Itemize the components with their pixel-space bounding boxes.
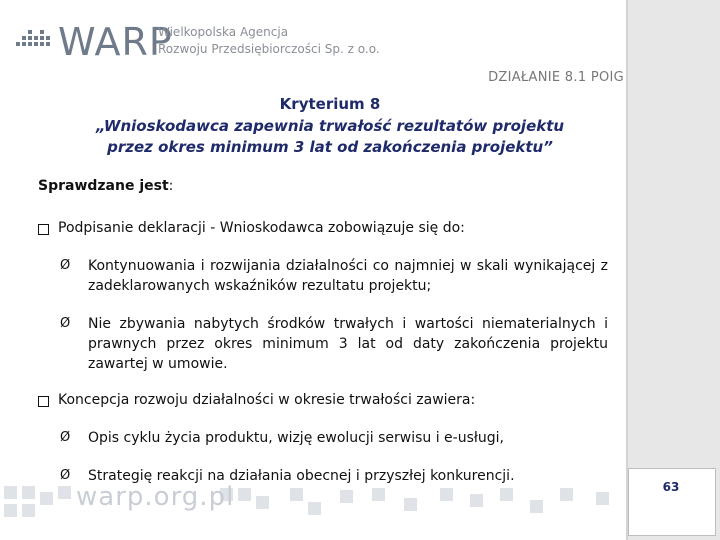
arrow-bullet-icon: Ø [60, 258, 71, 273]
sub-point-lifecycle [60, 428, 608, 448]
checkbox-bullet-icon [38, 396, 49, 407]
sub-point-no-sale [60, 314, 608, 374]
point-declaration-text: Podpisanie deklaracji - Wnioskodawca zobowiązuje się do: [58, 220, 465, 236]
right-sidebar [628, 0, 720, 540]
sub-point-strategy-text: Strategię reakcji na działania obecnej i przyszłej konkurencji. [88, 468, 515, 484]
logo-dots-icon [16, 30, 54, 56]
criterion-title: Kryterium 8 [279, 95, 381, 113]
arrow-bullet-icon: Ø [60, 430, 71, 445]
sub-point-continuation-text: Kontynuowania i rozwijania działalności co najmniej w skali wynikającej z zadeklarowanych wskaźników rezultatu projektu; [88, 258, 608, 294]
arrow-bullet-icon: Ø [60, 316, 71, 331]
sub-point-strategy [60, 466, 608, 486]
checked-heading [38, 178, 173, 194]
point-concept [38, 392, 475, 408]
arrow-bullet-icon: Ø [60, 468, 71, 483]
checkbox-bullet-icon [38, 224, 49, 235]
logo-subtitle [158, 24, 398, 58]
criterion-subtitle-line1: „Wnioskodawca zapewnia trwałość rezultatów projektu [95, 117, 565, 135]
sub-point-no-sale-text: Nie zbywania nabytych środków trwałych i wartości niematerialnych i prawnych przez okres minimum 3 lat od daty zakończenia projektu zawartej w umowie. [88, 316, 608, 372]
logo-subtitle-line2: Rozwoju Przedsiębiorczości Sp. z o.o. [158, 42, 380, 56]
point-declaration [38, 220, 465, 236]
sub-point-lifecycle-text: Opis cyklu życia produktu, wizję ewolucji serwisu i e-usługi, [88, 430, 504, 446]
page-number: 63 [662, 480, 680, 494]
point-concept-text: Koncepcja rozwoju działalności w okresie trwałości zawiera: [58, 392, 476, 408]
criterion-subtitle-line2: przez okres minimum 3 lat od zakończenia projektu” [107, 138, 553, 156]
logo-subtitle-line1: Wielkopolska Agencja [158, 25, 289, 39]
sub-point-continuation [60, 256, 608, 296]
page-number-box [628, 468, 716, 536]
action-label: DZIAŁANIE 8.1 POIG [488, 70, 624, 85]
footer-url: warp.org.pl [76, 482, 235, 512]
checked-heading-colon: : [168, 178, 174, 194]
checked-heading-text: Sprawdzane jest [38, 178, 169, 194]
logo-wordmark: WARP [58, 20, 173, 64]
